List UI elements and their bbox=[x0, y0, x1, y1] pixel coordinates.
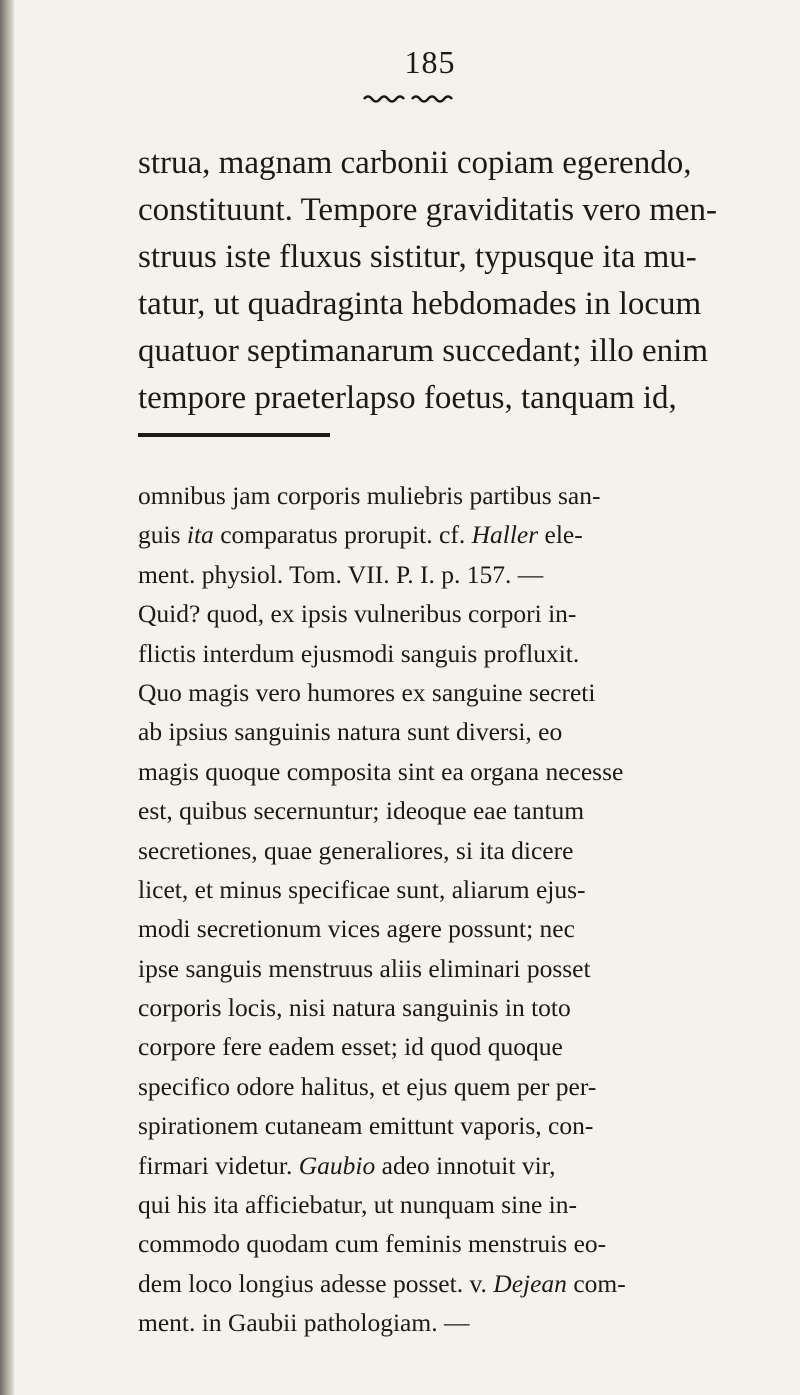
note-line: specifico odore halitus, et ejus quem per per- bbox=[138, 1071, 597, 1101]
note-line: secretiones, quae generaliores, si ita dicere bbox=[138, 835, 574, 865]
note-line: ment. physiol. Tom. VII. P. I. p. 157. — bbox=[138, 559, 544, 589]
footnote-rule bbox=[138, 433, 330, 437]
page-number: 185 bbox=[404, 44, 456, 80]
note-author: Gaubio bbox=[298, 1150, 376, 1180]
note-line: qui his ita afficiebatur, ut nunquam sine in- bbox=[138, 1190, 577, 1220]
note-line bbox=[138, 515, 778, 554]
note-line: spirationem cutaneam emittunt vaporis, con- bbox=[138, 1111, 594, 1141]
note-line bbox=[138, 1264, 778, 1303]
main-line: strua, magnam carbonii copiam egerendo, bbox=[138, 145, 692, 181]
note-line: commodo quodam cum feminis menstruis eo- bbox=[138, 1229, 607, 1259]
note-line: ment. in Gaubii pathologiam. — bbox=[138, 1308, 470, 1338]
note-line: corporis locis, nisi natura sanguinis in toto bbox=[138, 993, 571, 1023]
note-line: ab ipsius sanguinis natura sunt diversi, eo bbox=[138, 717, 563, 747]
main-line: constituunt. Tempore graviditatis vero men- bbox=[138, 192, 718, 228]
note-text: dem loco longius adesse posset. v. bbox=[138, 1268, 494, 1298]
main-line: quatuor septimanarum succedant; illo enim bbox=[138, 333, 709, 369]
page-header bbox=[0, 44, 800, 81]
note-line: corpore fere eadem esset; id quod quoque bbox=[138, 1032, 563, 1062]
main-line: struus iste fluxus sistitur, typusque ita mu- bbox=[138, 239, 697, 275]
note-author: Dejean bbox=[493, 1268, 567, 1298]
footnote-block bbox=[138, 476, 778, 1343]
note-text: firmari videtur. bbox=[138, 1150, 299, 1180]
main-text-block bbox=[138, 140, 778, 422]
note-line: Quid? quod, ex ipsis vulneribus corpori in- bbox=[138, 599, 577, 629]
binding-edge bbox=[0, 0, 14, 1395]
note-text: ele- bbox=[538, 520, 583, 550]
note-line: licet, et minus specificae sunt, aliarum ejus- bbox=[138, 874, 586, 904]
note-author: Haller bbox=[471, 520, 539, 550]
note-line: Quo magis vero humores ex sanguine secreti bbox=[138, 677, 596, 707]
main-line: tempore praeterlapso foetus, tanquam id, bbox=[138, 380, 677, 416]
note-line bbox=[138, 1146, 778, 1185]
note-line: omnibus jam corporis muliebris partibus san- bbox=[138, 481, 601, 510]
note-text: guis bbox=[138, 520, 187, 550]
main-line: tatur, ut quadraginta hebdomades in locum bbox=[138, 286, 702, 322]
ornament-divider-icon bbox=[362, 92, 454, 106]
note-line: ipse sanguis menstruus aliis eliminari posset bbox=[138, 953, 591, 983]
note-italic: ita bbox=[186, 520, 214, 550]
note-text: adeo innotuit vir, bbox=[375, 1150, 556, 1180]
note-text: comparatus prorupit. cf. bbox=[213, 520, 472, 550]
note-line: modi secretionum vices agere possunt; nec bbox=[138, 914, 575, 944]
note-line: magis quoque composita sint ea organa necesse bbox=[138, 756, 624, 786]
note-text: com- bbox=[566, 1268, 626, 1298]
note-line: est, quibus secernuntur; ideoque eae tantum bbox=[138, 796, 585, 826]
note-line: flictis interdum ejusmodi sanguis profluxit. bbox=[138, 638, 580, 668]
